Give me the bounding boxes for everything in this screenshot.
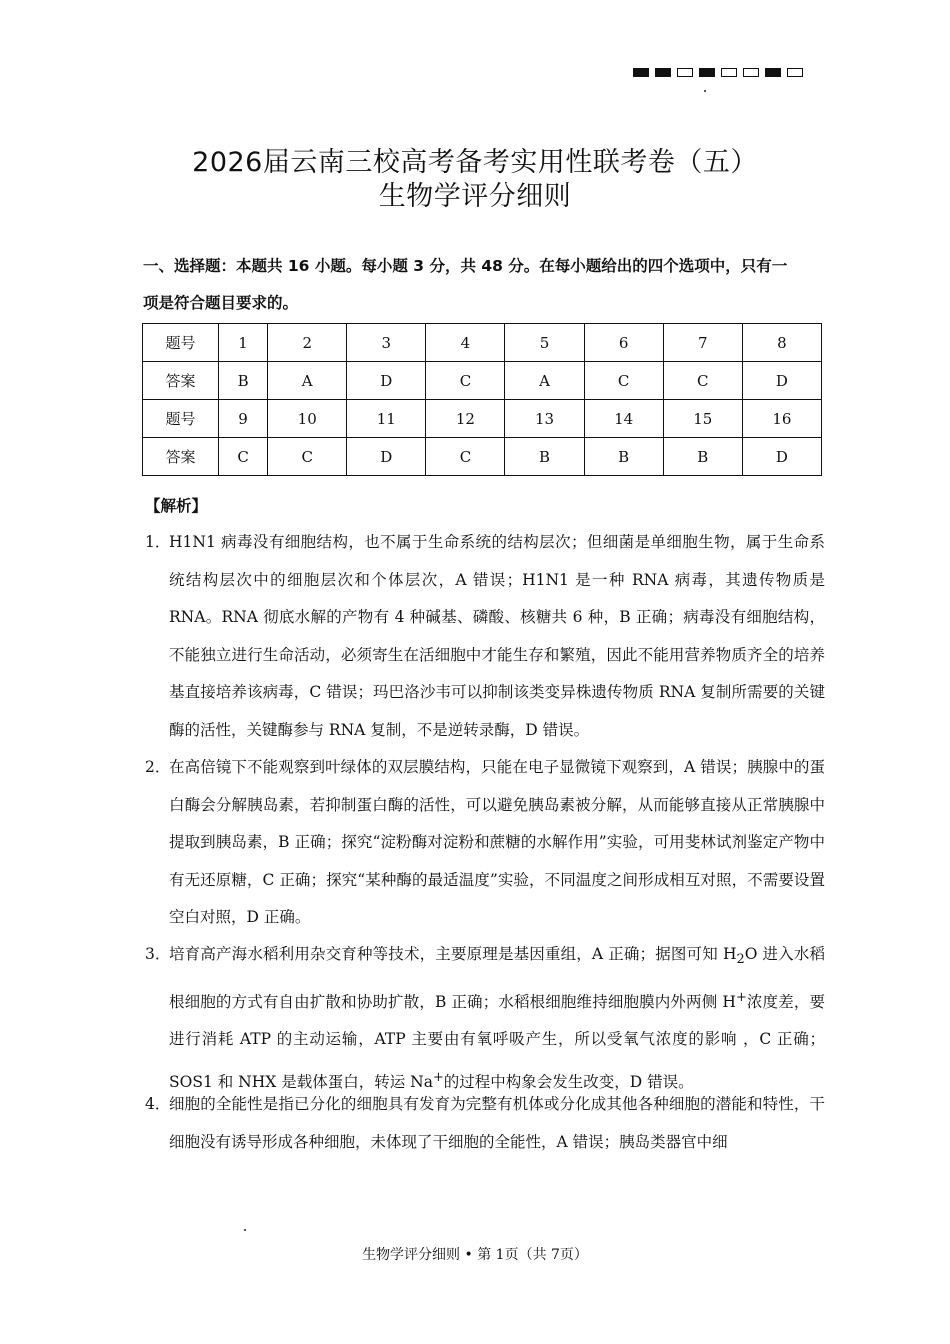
table-cell: C	[219, 438, 268, 476]
table-cell: C	[268, 438, 347, 476]
item-text-part: O 进入水稻根细胞的方式有自由扩散和协助扩散，B 正确；水稻根细胞维持细胞膜内外两侧 H	[169, 945, 825, 1011]
table-row	[143, 362, 822, 400]
item-text: 在高倍镜下不能观察到叶绿体的双层膜结构，只能在电子显微镜下观察到，A 错误；胰腺中的蛋白酶会分解胰岛素，若抑制蛋白酶的活性，可以避免胰岛素被分解，从而能够直接从正常胰腺中提取到胰岛素，B 正确；探究“淀粉酶对淀粉和蔗糖的水解作用”实验，可用斐林试剂鉴定产物中有无还原糖，C 正确；探究“某种酶的最适温度”实验，不同温度之间形成相互对照，不需要设置空白对照，D 正确。	[169, 758, 825, 926]
table-cell: 11	[347, 400, 426, 438]
analysis-item-3	[145, 936, 825, 1101]
table-cell: D	[347, 362, 426, 400]
table-cell: B	[505, 438, 584, 476]
scan-dot	[704, 90, 706, 92]
document-subtitle: 生物学评分细则	[378, 181, 572, 212]
table-row	[143, 400, 822, 438]
table-cell: 3	[347, 324, 426, 362]
table-cell: 7	[663, 324, 742, 362]
table-cell: C	[426, 438, 505, 476]
scan-dot	[244, 1229, 246, 1231]
answer-table	[142, 323, 822, 476]
table-row	[143, 324, 822, 362]
item-text-part: 培育高产海水稻利用杂交育种等技术，主要原理是基因重组，A 正确；据图可知 H	[169, 945, 737, 963]
header-mark	[633, 68, 649, 77]
analysis-heading: 【解析】	[145, 497, 208, 515]
table-cell: C	[584, 362, 663, 400]
table-cell: A	[268, 362, 347, 400]
section-heading-line2: 项是符合题目要求的。	[143, 294, 299, 312]
table-cell: B	[584, 438, 663, 476]
subscript: 2	[736, 952, 745, 968]
table-row	[143, 438, 822, 476]
table-cell: 15	[663, 400, 742, 438]
table-cell: A	[505, 362, 584, 400]
table-cell: 答案	[143, 438, 219, 476]
table-cell: D	[742, 438, 821, 476]
header-mark	[699, 68, 715, 77]
table-cell: B	[663, 438, 742, 476]
table-cell: 16	[742, 400, 821, 438]
table-cell: 10	[268, 400, 347, 438]
table-cell: 8	[742, 324, 821, 362]
table-cell: 题号	[143, 324, 219, 362]
table-cell: 14	[584, 400, 663, 438]
table-cell: 1	[219, 324, 268, 362]
table-cell: 4	[426, 324, 505, 362]
header-mark	[655, 68, 671, 77]
table-cell: 12	[426, 400, 505, 438]
table-cell: 题号	[143, 400, 219, 438]
table-cell: D	[347, 438, 426, 476]
table-cell: 5	[505, 324, 584, 362]
analysis-item-1	[145, 524, 825, 749]
item-number: 2．	[145, 758, 171, 776]
superscript: +	[735, 989, 747, 1005]
item-number: 1．	[145, 533, 171, 551]
header-mark	[743, 68, 759, 77]
table-cell: C	[663, 362, 742, 400]
superscript: +	[432, 1069, 444, 1085]
analysis-item-4	[145, 1086, 825, 1161]
table-cell: B	[219, 362, 268, 400]
table-cell: 答案	[143, 362, 219, 400]
header-mark	[721, 68, 737, 77]
item-text: 细胞的全能性是指已分化的细胞具有发育为完整有机体或分化成其他各种细胞的潜能和特性，干细胞没有诱导形成各种细胞，未体现了干细胞的全能性，A 错误；胰岛类器官中细	[169, 1095, 825, 1151]
analysis-item-2	[145, 749, 825, 937]
header-mark	[765, 68, 781, 77]
document-title: 2026届云南三校高考备考实用性联考卷（五）	[192, 147, 758, 178]
item-number: 4．	[145, 1095, 171, 1113]
header-mark	[787, 68, 803, 77]
table-cell: 6	[584, 324, 663, 362]
item-text-part: 浓度差，要进行消耗 ATP 的主动运输，ATP 主要由有氧呼吸产生，所以受氧气浓度的影响 ，C 正确；SOS1 和 NHX 是载体蛋白，转运 Na	[169, 992, 825, 1091]
item-text	[169, 936, 825, 1101]
table-cell: 13	[505, 400, 584, 438]
page-footer: 生物学评分细则 • 第 1页（共 7页）	[362, 1247, 588, 1263]
table-cell: 2	[268, 324, 347, 362]
header-mark	[677, 68, 693, 77]
item-text: H1N1 病毒没有细胞结构，也不属于生命系统的结构层次；但细菌是单细胞生物，属于生命系统结构层次中的细胞层次和个体层次，A 错误；H1N1 是一种 RNA 病毒，其遗传物质是 RNA。RNA 彻底水解的产物有 4 种碱基、磷酸、核糖共 6 种，B 正确；病毒没有细胞结构，不能独立进行生命活动，必须寄生在活细胞中才能生存和繁殖，因此不能用营养物质齐全的培养基直接培养该病毒，C 错误；玛巴洛沙韦可以抑制该类变异株遗传物质 RNA 复制所需要的关键酶的活性，关键酶参与 RNA 复制，不是逆转录酶，D 错误。	[169, 533, 825, 739]
item-number: 3．	[145, 945, 171, 963]
section-heading-line1: 一、选择题：本题共 16 小题。每小题 3 分，共 48 分。在每小题给出的四个选项中，只有一	[143, 257, 788, 275]
header-marks	[633, 68, 803, 77]
item-text-part: 的过程中构象会发生改变，D 错误。	[443, 1072, 694, 1091]
table-cell: D	[742, 362, 821, 400]
table-cell: 9	[219, 400, 268, 438]
table-cell: C	[426, 362, 505, 400]
